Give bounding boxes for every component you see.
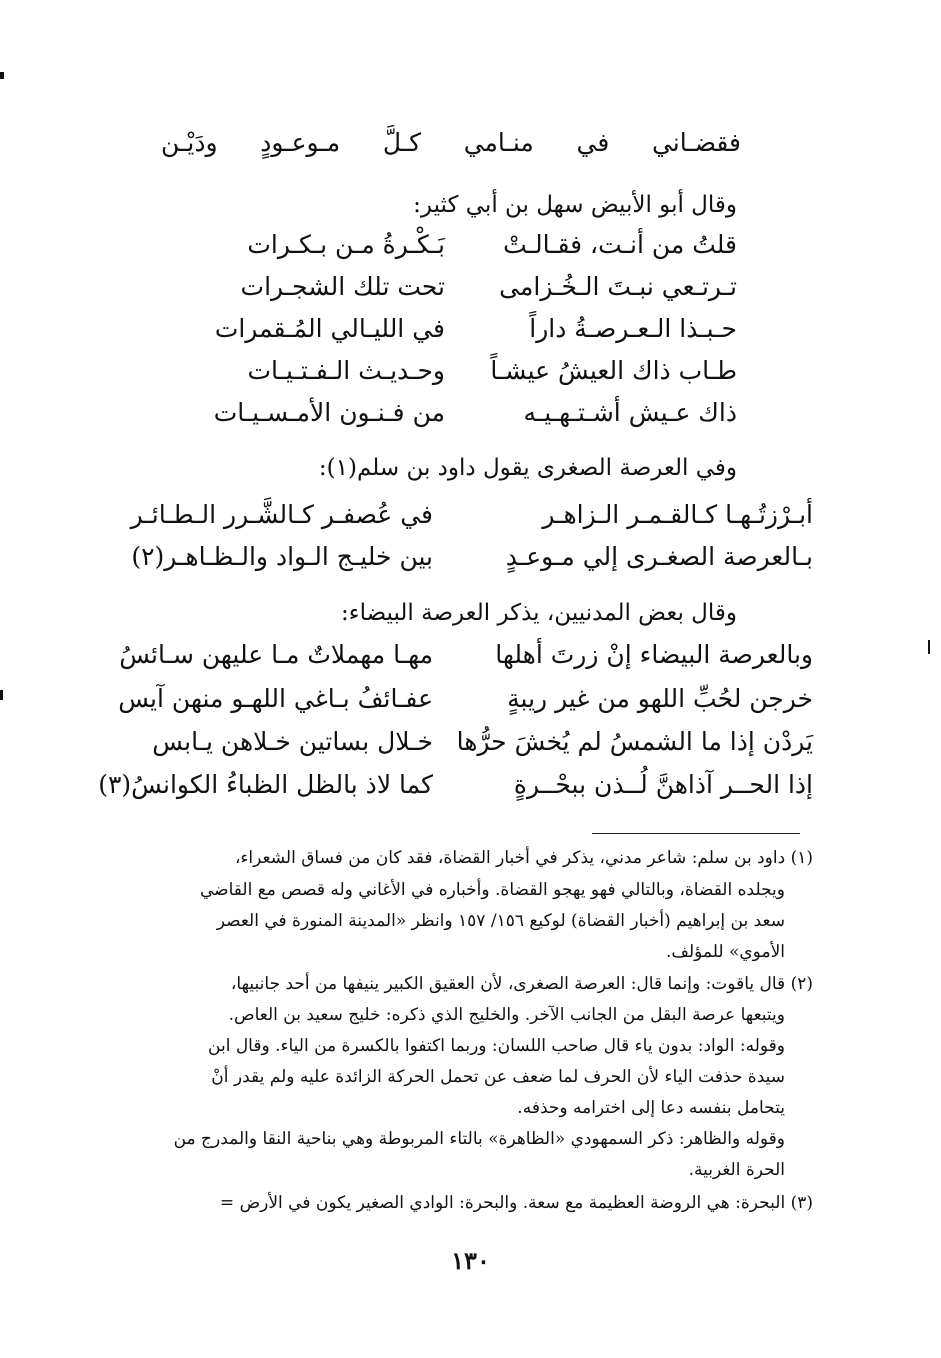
poem1-hemistich-right: تـرتـعي نبـتَ الـخُـزامى	[499, 272, 737, 301]
footnote-1-line: الأموي» للمؤلف.	[665, 942, 785, 962]
poem2-intro: وفي العرصة الصغرى يقول داود بن سلم(١):	[318, 455, 737, 481]
poem3-hemistich-right: خرجن لحُبِّ اللهو من غير ريبةٍ	[507, 684, 813, 713]
footnote-1-line: ويجلده القضاة، وبالتالي فهو يهجو القضاة. وأخباره في الأغاني وله قصص مع القاضي	[200, 880, 785, 900]
footnote-1-line: سعد بن إبراهيم (أخبار القضاة) لوكيع ١٥٦/ ١٥٧ وانظر «المدينة المنورة في العصر	[216, 911, 785, 931]
poem1-hemistich-right: طـاب ذاك العيشُ عيشـاً	[490, 356, 737, 385]
scan-mark	[0, 72, 4, 79]
poem3-hemistich-right: إذا الحــر آذاهنَّ لُــذن ببحْــرةٍ	[513, 770, 813, 799]
poem1-hemistich-right: قلتُ من أنـت، فقـالـتْ	[503, 230, 737, 259]
poem2-hemistich-left: في عُصفـر كـالشَّـرر الـطـائـر	[130, 500, 433, 529]
scan-mark	[928, 640, 930, 654]
poem1-hemistich-left: في الليـالي المُـقمرات	[214, 314, 445, 343]
poem2-hemistich-right: أبـرْزتُـهـا كـالقـمـر الـزاهـر	[542, 500, 813, 529]
poem1-hemistich-left: من فـنـون الأمـسـيـات	[213, 398, 445, 427]
poem2-hemistich-right: بـالعرصة الصغـرى إلي مـوعـدٍ	[505, 542, 813, 571]
poem3-intro: وقال بعض المدنيين، يذكر العرصة البيضاء:	[341, 600, 737, 626]
page-number: ١٣٠	[451, 1246, 490, 1275]
poem3-hemistich-left: عفـائفُ بـاغي اللهـو منهن آيس	[118, 684, 433, 713]
poem1-hemistich-right: حـبـذا الـعـرصـةُ داراً	[529, 314, 737, 343]
poem3-hemistich-left: خـلال بساتين خـلاهن يـابس	[152, 727, 433, 756]
footnote-2: (٢) قال ياقوت: وإنما قال: العرصة الصغرى، لأن العقيق الكبير ينيفها من أحد جانبيها،	[230, 974, 813, 994]
poem2-hemistich-left: بين خليـج الـواد والـظـاهـر(٢)	[131, 542, 433, 571]
footnote-2-line: وقوله: الواد: بدون ياء قال صاحب اللسان: وربما اكتفوا بالكسرة من الياء. وقال ابن	[208, 1036, 785, 1056]
poem1-hemistich-left: وحـديـث الـفـتـيـات	[247, 356, 445, 385]
poem3-hemistich-right: يَردْن إذا ما الشمسُ لم يُخشَ حرُّها	[456, 727, 813, 756]
scan-mark	[0, 690, 3, 700]
footnote-2-line: وقوله والظاهر: ذكر السمهودي «الظاهرة» بالتاء المربوطة وهي بناحية النقا والمدرج من	[173, 1129, 785, 1149]
poem3-hemistich-left: مهـا مهملاتٌ مـا عليهن سـائسُ	[119, 640, 433, 669]
footnote-1: (١) داود بن سلم: شاعر مدني، يذكر في أخبار القضاة، فقد كان من فساق الشعراء،	[234, 848, 813, 868]
footnote-2-line: ويتبعها عرصة البقل من الجانب الآخر. والخليج الذي ذكره: خليج سعيد بن العاص.	[228, 1005, 785, 1025]
footnote-2-line: الحرة الغربية.	[688, 1160, 785, 1180]
poem3-hemistich-right: وبالعرصة البيضاء إنْ زرتَ أهلها	[495, 640, 813, 669]
poem1-intro: وقال أبو الأبيض سهل بن أبي كثير:	[413, 192, 737, 218]
footnote-3: (٣) البحرة: هي الروضة العظيمة مع سعة. والبحرة: الوادي الصغير يكون في الأرض =	[219, 1193, 813, 1213]
footnote-separator	[592, 833, 800, 834]
footnote-2-line: سيدة حذفت الياء لأن الحرف لما ضعف عن تحمل الحركة الزائدة عليه ولم يقدر أنْ	[211, 1067, 785, 1087]
poem3-hemistich-left: كما لاذ بالظل الظباءُ الكوانسُ(٣)	[98, 770, 433, 799]
poem1-hemistich-left: بَـكْـرةُ مـن بـكـرات	[247, 230, 445, 259]
poem1-hemistich-left: تحت تلك الشجـرات	[240, 272, 445, 301]
footnote-2-line: يتحامل بنفسه دعا إلى اخترامه وحذفه.	[517, 1098, 785, 1118]
top-verse: فقضـاني في منـامي كـلَّ مـوعـودٍ ودَيْـن	[161, 128, 741, 157]
poem1-hemistich-right: ذاك عـيش أشـتـهـيـه	[523, 398, 737, 427]
